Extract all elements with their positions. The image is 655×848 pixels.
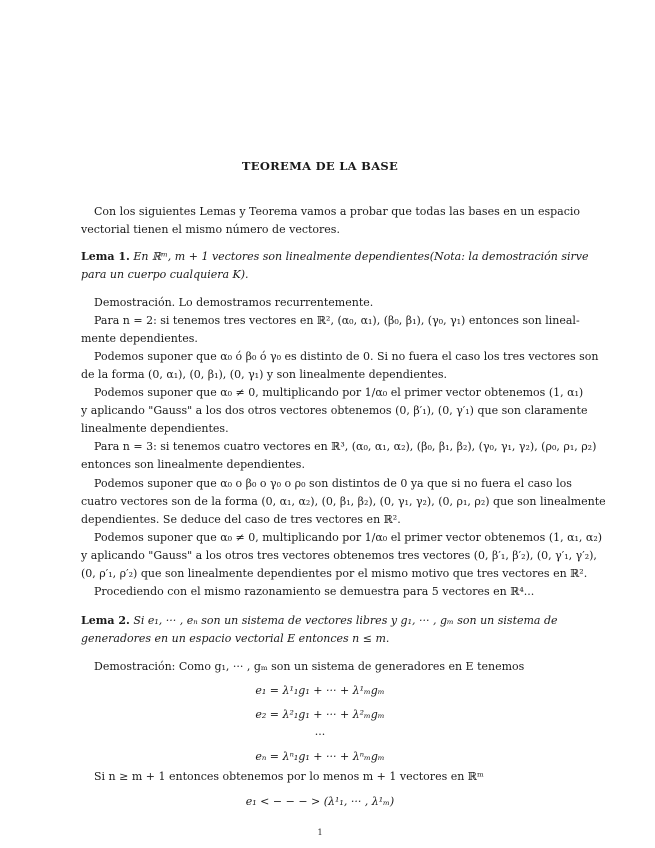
equation-1: e₁ = λ¹₁g₁ + ··· + λ¹ₘgₘ [255, 684, 385, 697]
lema2-line-1 [81, 614, 558, 627]
proof1-line-5: Podemos suponer que α₀ ≠ 0, multiplicando por 1/α₀ el primer vector obtenemos (1, α₁) [94, 386, 584, 399]
proof1-line-13: Podemos suponer que α₀ ≠ 0, multiplicando por 1/α₀ el primer vector obtenemos (1, α₁, α₂) [94, 531, 603, 544]
proof1-line-12: dependientes. Se deduce del caso de tres vectores en ℝ². [81, 513, 401, 526]
proof1-line-14: y aplicando "Gauss" a los otros tres vectores obtenemos tres vectores (0, β′₁, β′₂), (0, γ′₁, γ′₂), [81, 549, 597, 562]
proof2-after: Si n ≥ m + 1 entonces obtenemos por lo menos m + 1 vectores en ℝᵐ [94, 770, 484, 783]
proof1-line-1: Para n = 2: si tenemos tres vectores en ℝ², (α₀, α₁), (β₀, β₁), (γ₀, γ₁) entonces son lineal- [94, 314, 580, 327]
last-equation: e₁ < − − − > (λ¹₁, ··· , λ¹ₘ) [245, 795, 395, 808]
proof1-line-7: linealmente dependientes. [81, 422, 229, 435]
proof1-line-4: de la forma (0, α₁), (0, β₁), (0, γ₁) y son linealmente dependientes. [81, 368, 447, 381]
equation-n: eₙ = λⁿ₁g₁ + ··· + λⁿₘgₘ [255, 750, 385, 763]
proof1-line-16: Procediendo con el mismo razonamiento se demuestra para 5 vectores en ℝ⁴... [94, 585, 535, 598]
lema1-label: Lema 1. [81, 250, 130, 263]
lema1-statement-1: En ℝᵐ, m + 1 vectores son linealmente dependientes(Nota: la demostración sirve [133, 250, 589, 263]
proof1-line-0: Demostración. Lo demostramos recurrentemente. [94, 296, 374, 309]
lema1-statement-2: para un cuerpo cualquiera K). [81, 268, 249, 281]
proof1-line-6: y aplicando "Gauss" a los dos otros vectores obtenemos (0, β′₁), (0, γ′₁) que son claramente [81, 404, 588, 417]
equation-ellipsis: ··· [314, 728, 326, 741]
proof1-line-8: Para n = 3: si tenemos cuatro vectores en ℝ³, (α₀, α₁, α₂), (β₀, β₁, β₂), (γ₀, γ₁, γ₂), (ρ₀, ρ₁, ρ₂) [94, 440, 597, 453]
equation-2: e₂ = λ²₁g₁ + ··· + λ²ₘgₘ [255, 708, 385, 721]
proof1-line-10: Podemos suponer que α₀ o β₀ o γ₀ o ρ₀ son distintos de 0 ya que si no fuera el caso los [94, 477, 572, 490]
intro-line-2: vectorial tienen el mismo número de vectores. [81, 223, 340, 236]
lema1-line-1 [81, 250, 589, 263]
page-number: 1 [317, 828, 323, 837]
proof1-line-11: cuatro vectores son de la forma (0, α₁, α₂), (0, β₁, β₂), (0, γ₁, γ₂), (0, ρ₁, ρ₂) que son linealmente [81, 495, 606, 508]
page-title: TEOREMA DE LA BASE [241, 159, 399, 173]
proof1-line-3: Podemos suponer que α₀ ó β₀ ó γ₀ es distinto de 0. Si no fuera el caso los tres vectores son [94, 350, 599, 363]
proof1-line-9: entonces son linealmente dependientes. [81, 458, 305, 471]
lema2-statement-2: generadores en un espacio vectorial E entonces n ≤ m. [81, 632, 390, 645]
proof1-line-15: (0, ρ′₁, ρ′₂) que son linealmente dependientes por el mismo motivo que tres vectores en ℝ². [81, 567, 588, 580]
proof2-intro: Demostración: Como g₁, ··· , gₘ son un sistema de generadores en E tenemos [94, 660, 525, 673]
lema2-label: Lema 2. [81, 614, 130, 627]
intro-line-1: Con los siguientes Lemas y Teorema vamos a probar que todas las bases en un espacio [94, 205, 581, 218]
proof1-line-2: mente dependientes. [81, 332, 198, 345]
lema2-statement-1: Si e₁, ··· , eₙ son un sistema de vectores libres y g₁, ··· , gₘ son un sistema de [133, 614, 558, 627]
